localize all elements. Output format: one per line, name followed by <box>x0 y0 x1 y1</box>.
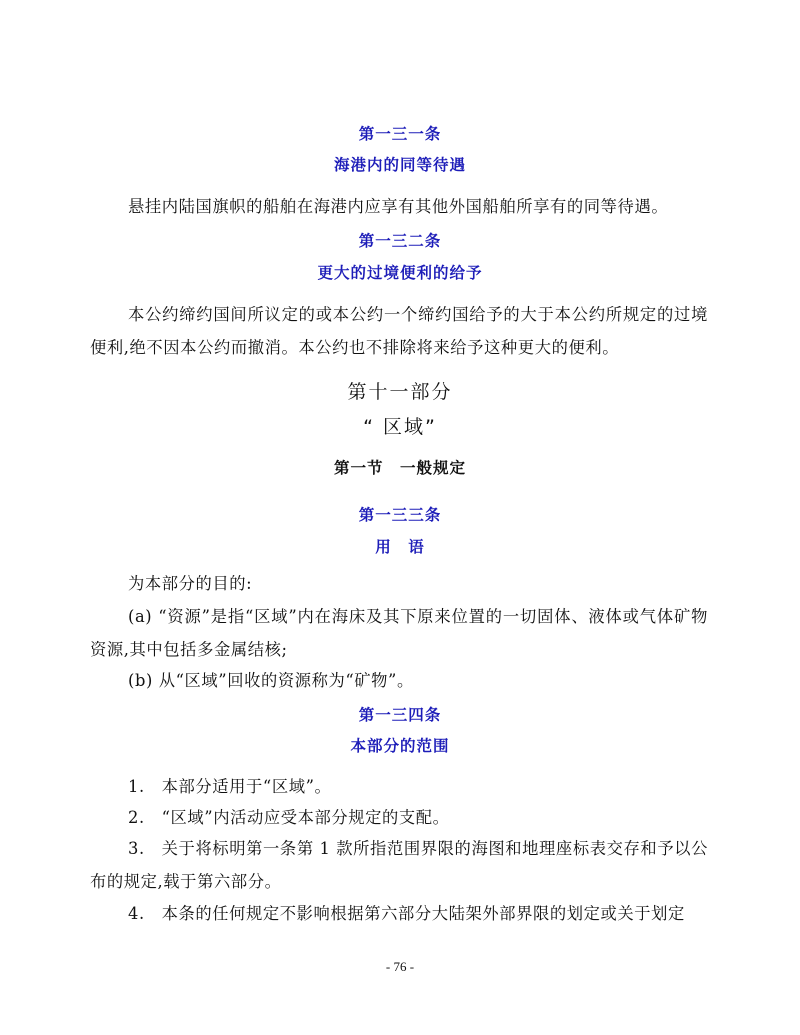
article-134-item-4: 4. 本条的任何规定不影响根据第六部分大陆架外部界限的划定或关于划定 <box>128 904 685 923</box>
article-133-item-a: (a) “资源”是指“区域”内在海床及其下原来位置的一切固体、液体或气体矿物资源,其中包括多金属结核; <box>90 607 708 659</box>
article-134-title: 本部分的范围 <box>350 737 450 755</box>
article-132-text: 本公约缔约国间所议定的或本公约一个缔约国给予的大于本公约所规定的过境便利,绝不因本公约而撤消。本公约也不排除将来给予这种更大的便利。 <box>90 305 708 357</box>
article-132-title: 更大的过境便利的给予 <box>317 264 483 282</box>
part-subtitle: “ 区域” <box>363 416 437 438</box>
article-133-intro: 为本部分的目的: <box>128 574 253 593</box>
article-133-title: 用 语 <box>375 538 425 556</box>
page-number: - 76 - <box>385 959 415 974</box>
article-131-text: 悬挂内陆国旗帜的船舶在海港内应享有其他外国船舶所享有的同等待遇。 <box>128 197 669 216</box>
article-134-number: 第一三四条 <box>358 706 442 724</box>
article-134-item-1: 1. 本部分适用于“区域”。 <box>128 777 332 796</box>
article-133-number: 第一三三条 <box>358 506 442 524</box>
article-131-title: 海港内的同等待遇 <box>333 156 466 174</box>
article-134-item-2: 2. “区域”内活动应受本部分规定的支配。 <box>128 808 450 827</box>
part-title: 第十一部分 <box>347 381 453 403</box>
section-title: 第一节 一般规定 <box>333 459 466 477</box>
article-133-item-b: (b) 从“区域”回收的资源称为“矿物”。 <box>128 671 414 690</box>
article-132-number: 第一三二条 <box>358 232 442 250</box>
article-134-item-3: 3. 关于将标明第一条第 1 款所指范围界限的海图和地理座标表交存和予以公布的规定,载于第六部分。 <box>90 839 708 891</box>
article-131-number: 第一三一条 <box>358 125 442 143</box>
